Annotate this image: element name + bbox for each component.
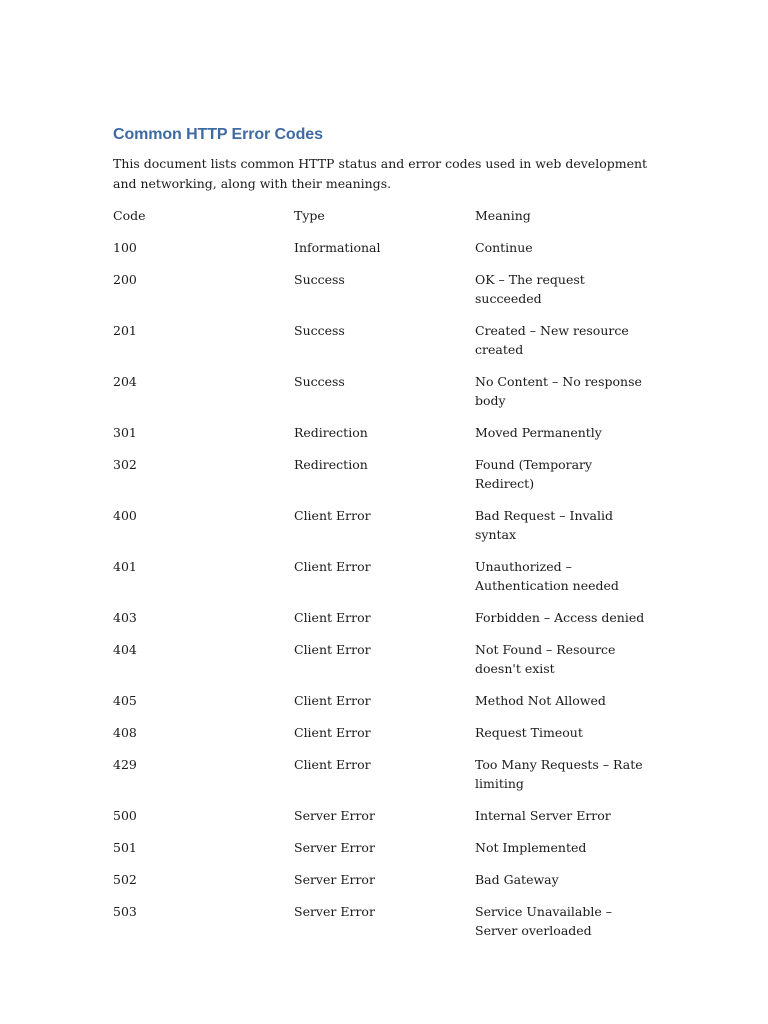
cell-type: Success bbox=[294, 272, 345, 287]
cell-type: Server Error bbox=[294, 872, 375, 887]
cell-code: 408 bbox=[113, 725, 137, 740]
cell-type: Server Error bbox=[294, 808, 375, 823]
table-row bbox=[113, 270, 650, 321]
column-header-code: Code bbox=[113, 208, 146, 223]
cell-code: 201 bbox=[113, 323, 137, 338]
cell-code: 429 bbox=[113, 757, 137, 772]
table-row bbox=[113, 557, 650, 608]
cell-type: Client Error bbox=[294, 642, 371, 657]
cell-meaning: Internal Server Error bbox=[475, 808, 611, 823]
cell-meaning: Moved Permanently bbox=[475, 425, 602, 440]
cell-type: Informational bbox=[294, 240, 381, 255]
table-header-row bbox=[113, 206, 650, 238]
cell-type: Client Error bbox=[294, 508, 371, 523]
cell-code: 500 bbox=[113, 808, 137, 823]
cell-meaning: Bad Gateway bbox=[475, 872, 559, 887]
table-row bbox=[113, 723, 650, 755]
cell-type: Client Error bbox=[294, 610, 371, 625]
cell-meaning: Continue bbox=[475, 240, 533, 255]
cell-meaning: No Content – No response body bbox=[475, 374, 642, 408]
cell-type: Redirection bbox=[294, 457, 368, 472]
cell-code: 403 bbox=[113, 610, 137, 625]
cell-code: 404 bbox=[113, 642, 137, 657]
cell-code: 200 bbox=[113, 272, 137, 287]
document-page bbox=[113, 124, 653, 953]
table-row bbox=[113, 506, 650, 557]
cell-type: Success bbox=[294, 374, 345, 389]
cell-type: Redirection bbox=[294, 425, 368, 440]
cell-code: 502 bbox=[113, 872, 137, 887]
cell-code: 401 bbox=[113, 559, 137, 574]
table-row bbox=[113, 372, 650, 423]
cell-code: 503 bbox=[113, 904, 137, 919]
cell-meaning: Found (Temporary Redirect) bbox=[475, 457, 593, 491]
cell-type: Server Error bbox=[294, 904, 375, 919]
cell-code: 100 bbox=[113, 240, 137, 255]
cell-code: 400 bbox=[113, 508, 137, 523]
intro-paragraph: This document lists common HTTP status and error codes used in web development and networking, along with their meanings. bbox=[113, 156, 648, 191]
cell-meaning: Unauthorized – Authentication needed bbox=[475, 559, 619, 593]
cell-meaning: Method Not Allowed bbox=[475, 693, 606, 708]
table-row bbox=[113, 838, 650, 870]
table-row bbox=[113, 691, 650, 723]
column-header-type: Type bbox=[294, 208, 325, 223]
table-row bbox=[113, 608, 650, 640]
cell-type: Client Error bbox=[294, 559, 371, 574]
table-row bbox=[113, 755, 650, 806]
cell-code: 501 bbox=[113, 840, 137, 855]
document-title: Common HTTP Error Codes bbox=[113, 126, 323, 143]
cell-type: Server Error bbox=[294, 840, 375, 855]
column-header-meaning: Meaning bbox=[475, 208, 531, 223]
http-codes-table bbox=[113, 206, 650, 953]
cell-meaning: Service Unavailable – Server overloaded bbox=[475, 904, 612, 938]
cell-meaning: Not Found – Resource doesn't exist bbox=[475, 642, 616, 676]
cell-meaning: Not Implemented bbox=[475, 840, 587, 855]
cell-type: Success bbox=[294, 323, 345, 338]
cell-code: 301 bbox=[113, 425, 137, 440]
cell-meaning: Too Many Requests – Rate limiting bbox=[475, 757, 643, 791]
table-row bbox=[113, 321, 650, 372]
cell-meaning: OK – The request succeeded bbox=[475, 272, 585, 306]
cell-meaning: Bad Request – Invalid syntax bbox=[475, 508, 614, 542]
table-row bbox=[113, 455, 650, 506]
cell-type: Client Error bbox=[294, 693, 371, 708]
cell-type: Client Error bbox=[294, 757, 371, 772]
table-row bbox=[113, 902, 650, 953]
table-row bbox=[113, 806, 650, 838]
cell-type: Client Error bbox=[294, 725, 371, 740]
table-row bbox=[113, 640, 650, 691]
cell-meaning: Request Timeout bbox=[475, 725, 583, 740]
cell-code: 302 bbox=[113, 457, 137, 472]
cell-meaning: Created – New resource created bbox=[475, 323, 629, 357]
table-row bbox=[113, 870, 650, 902]
cell-code: 204 bbox=[113, 374, 137, 389]
table-row bbox=[113, 238, 650, 270]
cell-meaning: Forbidden – Access denied bbox=[475, 610, 645, 625]
table-row bbox=[113, 423, 650, 455]
cell-code: 405 bbox=[113, 693, 137, 708]
